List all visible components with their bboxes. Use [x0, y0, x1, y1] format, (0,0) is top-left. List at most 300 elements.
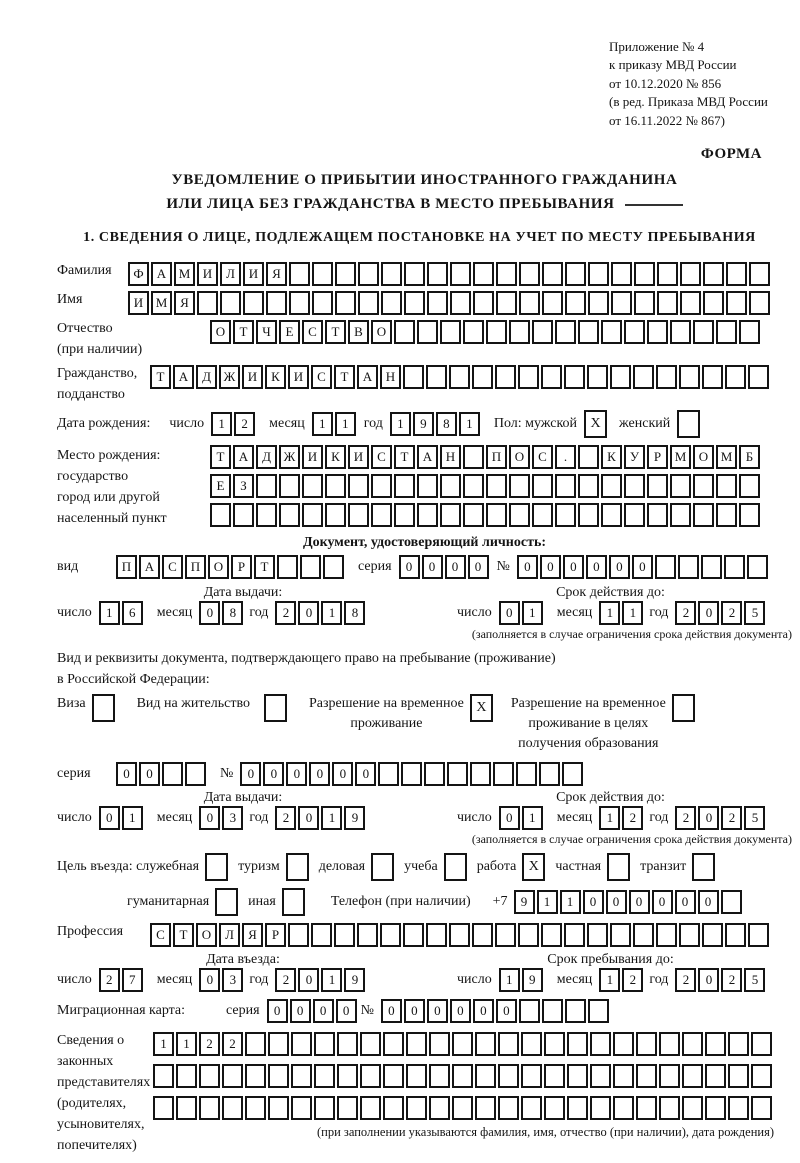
temp-residence-label-line1: Разрешение на временное [308, 695, 464, 711]
char-cell [670, 474, 691, 498]
char-cell [496, 291, 517, 315]
residence-doc-label2: в Российской Федерации: [57, 671, 210, 687]
char-cell: А [357, 365, 378, 389]
char-cell [693, 503, 714, 527]
month-label: месяц [156, 604, 193, 620]
char-cell [153, 1096, 174, 1120]
char-cell [701, 555, 722, 579]
appendix-line: Приложение № 4 [609, 39, 705, 54]
char-cell: И [302, 445, 323, 469]
char-cell: 0 [286, 762, 307, 786]
char-cell [289, 262, 310, 286]
char-cell [588, 262, 609, 286]
char-cell [590, 1096, 611, 1120]
representatives-cells-row3 [153, 1096, 774, 1120]
char-cell [587, 365, 608, 389]
char-cell [702, 365, 723, 389]
char-cell: 9 [522, 968, 543, 992]
char-cell: Т [254, 555, 275, 579]
char-cell [449, 365, 470, 389]
char-cell [728, 1096, 749, 1120]
day-label: число [457, 972, 492, 988]
day-label: число [457, 810, 492, 826]
doc-valid-day-cells [499, 601, 545, 625]
char-cell [475, 1064, 496, 1088]
char-cell: 0 [313, 999, 334, 1023]
permit-valid-year-cells [675, 806, 767, 830]
char-cell [337, 1064, 358, 1088]
char-cell [739, 503, 760, 527]
representatives-row [57, 1030, 792, 1156]
char-cell [288, 923, 309, 947]
char-cell [519, 999, 540, 1023]
month-label: месяц [156, 810, 193, 826]
birth-month-cells [312, 412, 358, 436]
char-cell [426, 923, 447, 947]
char-cell: 1 [599, 601, 620, 625]
char-cell [463, 503, 484, 527]
char-cell: 0 [563, 555, 584, 579]
validity-note: (заполняется в случае ограничения срока действия документа) [471, 832, 792, 847]
form-title-line2: ИЛИ ЛИЦА БЕЗ ГРАЖДАНСТВА В МЕСТО ПРЕБЫВАНИЯ [166, 195, 615, 212]
birth-date-label: Дата рождения: [57, 415, 151, 431]
char-cell: А [417, 445, 438, 469]
permit-dates-row [57, 790, 792, 830]
char-cell: 0 [473, 999, 494, 1023]
char-cell: С [532, 445, 553, 469]
char-cell: С [371, 445, 392, 469]
char-cell: И [197, 262, 218, 286]
char-cell [210, 503, 231, 527]
tourism-checkbox [286, 853, 309, 881]
char-cell: Д [256, 445, 277, 469]
business-label: деловая [318, 859, 366, 875]
char-cell [314, 1064, 335, 1088]
char-cell [679, 923, 700, 947]
char-cell [565, 291, 586, 315]
char-cell [578, 474, 599, 498]
char-cell: 1 [312, 412, 333, 436]
char-cell: Я [174, 291, 195, 315]
char-cell [403, 365, 424, 389]
char-cell [495, 923, 516, 947]
char-cell: М [174, 262, 195, 286]
char-cell [245, 1032, 266, 1056]
char-cell [532, 503, 553, 527]
char-cell [220, 291, 241, 315]
char-cell [539, 762, 560, 786]
char-cell [544, 1096, 565, 1120]
char-cell: Д [196, 365, 217, 389]
doc-valid-month-cells [599, 601, 645, 625]
purpose-row2 [57, 888, 792, 916]
char-cell: 0 [468, 555, 489, 579]
residence-doc-label1: Вид и реквизиты документа, подтверждающего право на пребывание (проживание) [57, 650, 556, 666]
char-cell [659, 1064, 680, 1088]
char-cell [679, 365, 700, 389]
patronymic-row [57, 320, 792, 360]
char-cell [682, 1096, 703, 1120]
char-cell: 0 [263, 762, 284, 786]
char-cell: 0 [399, 555, 420, 579]
phone-cells [514, 890, 744, 914]
study-checkbox [444, 853, 467, 881]
char-cell [427, 262, 448, 286]
char-cell [404, 262, 425, 286]
migration-number-cells [381, 999, 611, 1023]
char-cell: 8 [222, 601, 243, 625]
char-cell [521, 1032, 542, 1056]
other-label: иная [248, 894, 276, 910]
char-cell [739, 474, 760, 498]
char-cell [358, 262, 379, 286]
char-cell: 8 [344, 601, 365, 625]
birth-place-label1: Место рождения: [57, 447, 161, 463]
char-cell: 0 [240, 762, 261, 786]
surname-label: Фамилия [57, 262, 112, 278]
char-cell [312, 262, 333, 286]
doc-dates-row [57, 585, 792, 625]
permit-number-cells [240, 762, 585, 786]
char-cell: 0 [290, 999, 311, 1023]
char-cell [749, 262, 770, 286]
birth-place-cells-row2 [210, 474, 762, 498]
char-cell [334, 923, 355, 947]
birth-date-row [57, 410, 792, 438]
char-cell [656, 365, 677, 389]
char-cell: 1 [560, 890, 581, 914]
char-cell [567, 1064, 588, 1088]
char-cell [578, 503, 599, 527]
char-cell [636, 1032, 657, 1056]
char-cell: 0 [199, 968, 220, 992]
char-cell [680, 262, 701, 286]
char-cell [383, 1064, 404, 1088]
char-cell: 0 [450, 999, 471, 1023]
char-cell: Т [233, 320, 254, 344]
appendix-line: (в ред. Приказа МВД России [609, 94, 768, 110]
char-cell: 1 [522, 601, 543, 625]
char-cell [360, 1096, 381, 1120]
char-cell [624, 503, 645, 527]
char-cell: Р [265, 923, 286, 947]
female-checkbox [677, 410, 700, 438]
char-cell: У [624, 445, 645, 469]
char-cell: Я [242, 923, 263, 947]
char-cell [611, 291, 632, 315]
identity-doc-row [57, 555, 792, 579]
char-cell [601, 503, 622, 527]
char-cell [256, 503, 277, 527]
char-cell: 9 [344, 968, 365, 992]
char-cell: 9 [514, 890, 535, 914]
char-cell: 2 [99, 968, 120, 992]
char-cell: 5 [744, 968, 765, 992]
char-cell: Т [325, 320, 346, 344]
char-cell [463, 445, 484, 469]
char-cell [613, 1064, 634, 1088]
char-cell [394, 320, 415, 344]
char-cell [277, 555, 298, 579]
char-cell: П [486, 445, 507, 469]
char-cell [705, 1064, 726, 1088]
char-cell: Е [210, 474, 231, 498]
char-cell [440, 474, 461, 498]
char-cell: 0 [517, 555, 538, 579]
char-cell [314, 1032, 335, 1056]
char-cell: 3 [222, 806, 243, 830]
char-cell [473, 291, 494, 315]
birth-place-label2: государство [57, 468, 129, 484]
char-cell [302, 503, 323, 527]
citizenship-cells [150, 365, 771, 389]
char-cell [578, 445, 599, 469]
char-cell [567, 1096, 588, 1120]
char-cell: 2 [622, 968, 643, 992]
char-cell: 0 [583, 890, 604, 914]
char-cell: Р [647, 445, 668, 469]
forma-label: ФОРМА [700, 146, 762, 163]
char-cell [452, 1064, 473, 1088]
migration-card-row [57, 999, 792, 1023]
char-cell [404, 291, 425, 315]
char-cell: 2 [721, 806, 742, 830]
char-cell [417, 474, 438, 498]
char-cell: 1 [99, 601, 120, 625]
patronymic-sublabel: (при наличии) [57, 341, 143, 357]
permit-series-label: серия [57, 766, 91, 782]
permit-issue-year-cells [275, 806, 367, 830]
char-cell: О [210, 320, 231, 344]
name-row [57, 291, 792, 315]
char-cell: 0 [267, 999, 288, 1023]
char-cell [279, 474, 300, 498]
day-label: число [457, 604, 492, 620]
char-cell: 0 [698, 601, 719, 625]
char-cell: Л [220, 262, 241, 286]
permit-issue-day-cells [99, 806, 145, 830]
char-cell: 1 [321, 601, 342, 625]
char-cell: Ж [279, 445, 300, 469]
entry-date-heading: Дата въезда: [206, 952, 280, 968]
char-cell: 0 [99, 806, 120, 830]
char-cell [496, 262, 517, 286]
char-cell [176, 1096, 197, 1120]
char-cell: Р [231, 555, 252, 579]
char-cell: 0 [586, 555, 607, 579]
char-cell [726, 291, 747, 315]
citizenship-label: Гражданство, [57, 365, 138, 381]
representatives-label5: усыновителях, [57, 1117, 145, 1133]
char-cell [655, 555, 676, 579]
char-cell: Ф [128, 262, 149, 286]
validity-note: (заполняется в случае ограничения срока действия документа) [471, 626, 792, 641]
birth-place-row [57, 445, 792, 532]
char-cell: 2 [721, 968, 742, 992]
year-label: год [363, 415, 383, 431]
char-cell [486, 474, 507, 498]
char-cell: 0 [698, 806, 719, 830]
char-cell: 0 [606, 890, 627, 914]
char-cell: . [555, 445, 576, 469]
char-cell: 1 [321, 968, 342, 992]
char-cell [565, 262, 586, 286]
char-cell [498, 1032, 519, 1056]
char-cell: О [509, 445, 530, 469]
representatives-label4: (родителях, [57, 1096, 127, 1112]
char-cell [657, 291, 678, 315]
doc-issue-date-heading: Дата выдачи: [203, 584, 283, 600]
char-cell [291, 1032, 312, 1056]
char-cell: 0 [381, 999, 402, 1023]
char-cell: Т [334, 365, 355, 389]
char-cell [542, 999, 563, 1023]
char-cell: Я [266, 262, 287, 286]
char-cell [749, 291, 770, 315]
char-cell: 0 [540, 555, 561, 579]
char-cell: К [265, 365, 286, 389]
migration-card-label: Миграционная карта: [57, 1003, 186, 1019]
appendix-line: от 16.11.2022 № 867) [609, 112, 726, 128]
char-cell [357, 923, 378, 947]
visa-label: Виза [57, 695, 86, 711]
name-label: Имя [57, 291, 83, 307]
char-cell [449, 923, 470, 947]
char-cell: Н [440, 445, 461, 469]
char-cell [726, 262, 747, 286]
work-checkbox: X [522, 853, 545, 881]
char-cell: К [601, 445, 622, 469]
doc-number-cells [517, 555, 770, 579]
patronymic-label: Отчество [57, 320, 113, 336]
char-cell: И [242, 365, 263, 389]
char-cell [680, 291, 701, 315]
char-cell [279, 503, 300, 527]
char-cell: Б [739, 445, 760, 469]
char-cell [647, 320, 668, 344]
char-cell [381, 262, 402, 286]
patronymic-cells [210, 320, 762, 344]
char-cell [555, 474, 576, 498]
char-cell: И [288, 365, 309, 389]
day-label: число [57, 604, 92, 620]
char-cell [610, 365, 631, 389]
char-cell [634, 291, 655, 315]
form-title-line1: УВЕДОМЛЕНИЕ О ПРИБЫТИИ ИНОСТРАННОГО ГРАЖДАНИНА [171, 172, 678, 189]
char-cell: А [151, 262, 172, 286]
char-cell [601, 474, 622, 498]
char-cell: И [243, 262, 264, 286]
migration-series-label: серия [226, 1003, 260, 1019]
char-cell [291, 1096, 312, 1120]
year-label: год [649, 810, 669, 826]
char-cell: 6 [122, 601, 143, 625]
char-cell [452, 1096, 473, 1120]
appendix-block [609, 38, 800, 130]
char-cell: О [693, 445, 714, 469]
char-cell [222, 1064, 243, 1088]
char-cell [417, 320, 438, 344]
char-cell: А [139, 555, 160, 579]
char-cell [337, 1032, 358, 1056]
phone-label: Телефон (при наличии) [330, 894, 471, 910]
char-cell [222, 1096, 243, 1120]
year-label: год [249, 810, 269, 826]
identity-doc-heading: Документ, удостоверяющий личность: [302, 534, 547, 550]
char-cell: 2 [234, 412, 255, 436]
char-cell: 1 [599, 806, 620, 830]
representatives-cells-row2 [153, 1064, 774, 1088]
char-cell [197, 291, 218, 315]
char-cell: О [196, 923, 217, 947]
char-cell [555, 320, 576, 344]
char-cell [636, 1064, 657, 1088]
male-checkbox: X [584, 410, 607, 438]
char-cell: М [151, 291, 172, 315]
char-cell [291, 1064, 312, 1088]
char-cell [633, 923, 654, 947]
stay-year-cells [675, 968, 767, 992]
char-cell: 0 [675, 890, 696, 914]
char-cell [360, 1064, 381, 1088]
char-cell: 0 [309, 762, 330, 786]
representatives-label1: Сведения о [57, 1033, 125, 1049]
char-cell [348, 503, 369, 527]
char-cell [358, 291, 379, 315]
char-cell [562, 762, 583, 786]
doc-kind-label: вид [57, 558, 79, 574]
char-cell [153, 1064, 174, 1088]
char-cell [716, 474, 737, 498]
doc-kind-cells [116, 555, 346, 579]
permit-number-label: № [220, 766, 234, 782]
char-cell [544, 1064, 565, 1088]
char-cell [728, 1064, 749, 1088]
phone-prefix: +7 [492, 894, 508, 910]
char-cell: 0 [629, 890, 650, 914]
char-cell: 0 [499, 806, 520, 830]
char-cell [486, 503, 507, 527]
private-checkbox [607, 853, 630, 881]
char-cell: Т [173, 923, 194, 947]
char-cell [670, 320, 691, 344]
char-cell [670, 503, 691, 527]
char-cell: 2 [622, 806, 643, 830]
other-checkbox [282, 888, 305, 916]
char-cell: М [716, 445, 737, 469]
birth-year-cells [390, 412, 482, 436]
char-cell [300, 555, 321, 579]
profession-label: Профессия [57, 924, 124, 940]
residence-doc-type-row [57, 694, 792, 755]
char-cell: Ч [256, 320, 277, 344]
char-cell: 1 [153, 1032, 174, 1056]
char-cell: 9 [344, 806, 365, 830]
char-cell [542, 262, 563, 286]
char-cell: С [311, 365, 332, 389]
char-cell: Е [279, 320, 300, 344]
char-cell [440, 503, 461, 527]
char-cell: 1 [390, 412, 411, 436]
year-label: год [249, 604, 269, 620]
char-cell [381, 291, 402, 315]
doc-valid-until-heading: Срок действия до: [556, 584, 665, 600]
char-cell [243, 291, 264, 315]
char-cell [312, 291, 333, 315]
char-cell [518, 365, 539, 389]
entry-year-cells [275, 968, 367, 992]
char-cell [659, 1096, 680, 1120]
